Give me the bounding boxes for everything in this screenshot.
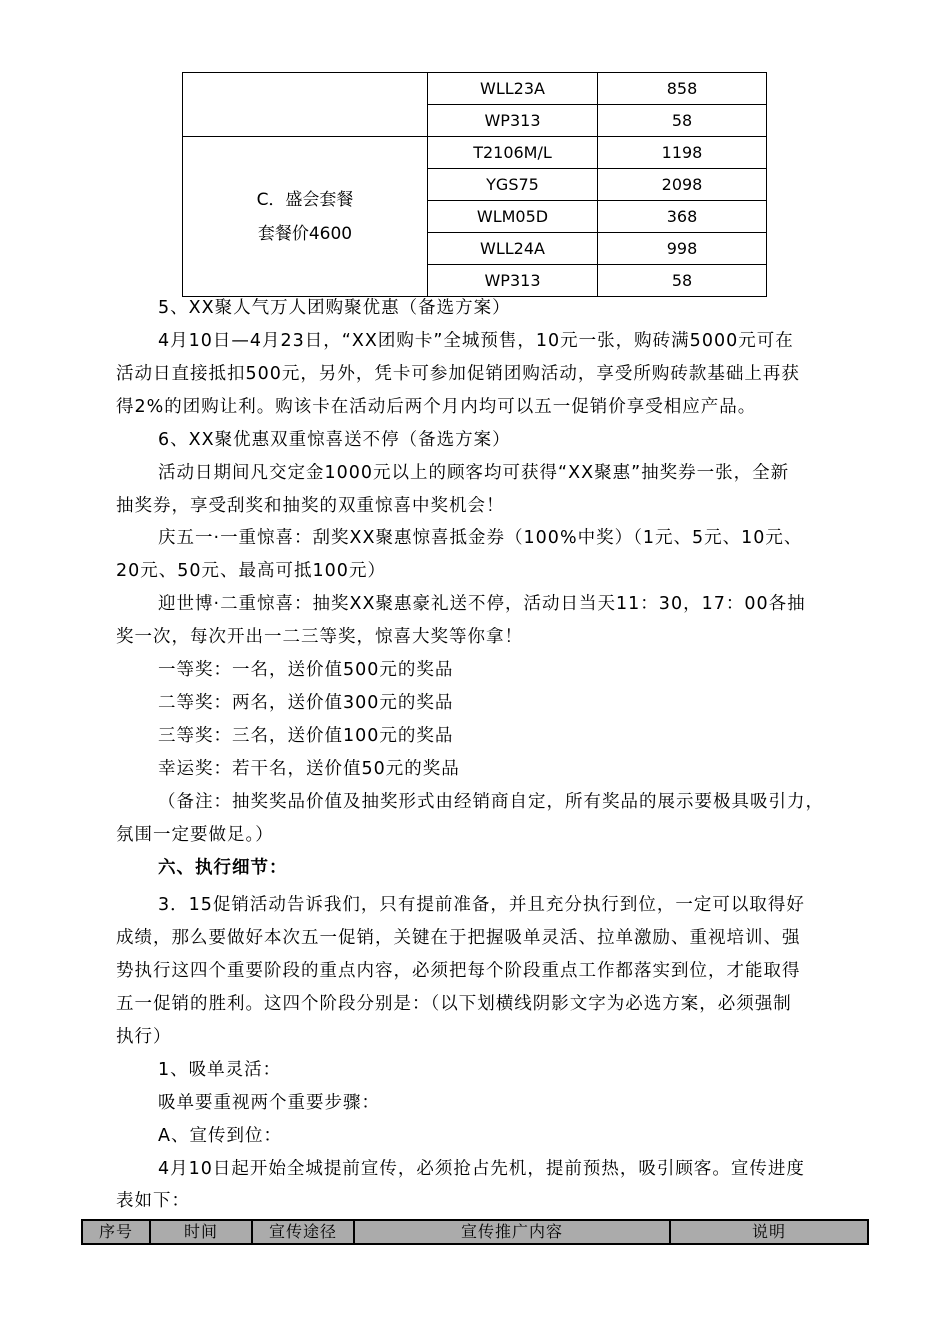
- price-cell: 2098: [598, 169, 767, 201]
- model-cell: YGS75: [428, 169, 598, 201]
- paragraph-line: 奖一次，每次开出一二三等奖，惊喜大奖等你拿！: [116, 627, 523, 647]
- paragraph-line: 五一促销的胜利。这四个阶段分别是：（以下划横线阴影文字为必选方案，必须强制: [116, 994, 792, 1014]
- prize-line: 三等奖：三名，送价值100元的奖品: [158, 726, 454, 746]
- paragraph-line: 活动日直接抵扣500元，另外，凭卡可参加促销团购活动，享受所购砖款基础上再获: [116, 364, 800, 384]
- paragraph-line: 抽奖券，享受刮奖和抽奖的双重惊喜中奖机会！: [116, 496, 505, 516]
- model-cell: T2106M/L: [428, 137, 598, 169]
- package-price: 套餐价4600: [257, 223, 353, 244]
- price-cell: 998: [598, 233, 767, 265]
- package-price-table: [182, 72, 767, 297]
- execution-details-heading: 六、执行细节：: [158, 858, 288, 878]
- paragraph-line: 势执行这四个重要阶段的重点内容，必须把每个阶段重点工作都落实到位，才能取得: [116, 961, 801, 981]
- package-cell-empty: [183, 73, 428, 137]
- paragraph-line: 20元、50元、最高可抵100元）: [116, 561, 386, 581]
- model-cell: WP313: [428, 105, 598, 137]
- paragraph-line: 3．15促销活动告诉我们，只有提前准备，并且充分执行到位，一定可以取得好: [158, 895, 805, 915]
- model-cell: WP313: [428, 265, 598, 297]
- section-6-heading: 6、XX聚优惠双重惊喜送不停（备选方案）: [158, 430, 511, 450]
- paragraph-line: 成绩，那么要做好本次五一促销，关键在于把握吸单灵活、拉单激励、重视培训、强: [116, 928, 801, 948]
- package-name: C．盛会套餐: [256, 189, 354, 210]
- prize-line: 一等奖：一名，送价值500元的奖品: [158, 660, 454, 680]
- promotion-schedule-table: [81, 1219, 869, 1245]
- price-cell: 368: [598, 201, 767, 233]
- header-cell-time: 时间: [150, 1220, 252, 1244]
- price-cell: 58: [598, 265, 767, 297]
- header-cell-content: 宣传推广内容: [354, 1220, 670, 1244]
- paragraph-line: 表如下：: [116, 1191, 190, 1211]
- price-cell: 58: [598, 105, 767, 137]
- package-c-cell: [183, 137, 428, 297]
- paragraph-line: 得2%的团购让利。购该卡在活动后两个月内均可以五一促销价享受相应产品。: [116, 397, 757, 417]
- note-line: （备注：抽奖奖品价值及抽奖形式由经销商自定，所有奖品的展示要极具吸引力，: [158, 792, 824, 812]
- note-line: 氛围一定要做足。）: [116, 825, 274, 845]
- model-cell: WLL23A: [428, 73, 598, 105]
- paragraph-line: 吸单要重视两个重要步骤：: [158, 1093, 380, 1113]
- header-cell-index: 序号: [82, 1220, 150, 1244]
- model-cell: WLM05D: [428, 201, 598, 233]
- header-cell-channel: 宣传途径: [252, 1220, 354, 1244]
- paragraph-line: 活动日期间凡交定金1000元以上的顾客均可获得“XX聚惠”抽奖券一张，全新: [158, 463, 790, 483]
- paragraph-line: 执行）: [116, 1027, 172, 1047]
- section-5-heading: 5、XX聚人气万人团购聚优惠（备选方案）: [158, 298, 511, 318]
- paragraph-line: 4月10日起开始全城提前宣传，必须抢占先机，提前预热，吸引顾客。宣传进度: [158, 1159, 805, 1179]
- price-cell: 1198: [598, 137, 767, 169]
- paragraph-line: 庆五一·一重惊喜：刮奖XX聚惠惊喜抵金券（100%中奖）（1元、5元、10元、: [158, 528, 803, 548]
- header-cell-notes: 说明: [670, 1220, 868, 1244]
- prize-line: 二等奖：两名，送价值300元的奖品: [158, 693, 454, 713]
- prize-line: 幸运奖：若干名，送价值50元的奖品: [158, 759, 460, 779]
- subsection-heading: A、宣传到位：: [158, 1126, 282, 1146]
- paragraph-line: 4月10日—4月23日，“XX团购卡”全城预售，10元一张，购砖满5000元可在: [158, 331, 794, 351]
- paragraph-line: 迎世博·二重惊喜：抽奖XX聚惠豪礼送不停，活动日当天11：30，17：00各抽: [158, 594, 806, 614]
- price-cell: 858: [598, 73, 767, 105]
- subsection-heading: 1、吸单灵活：: [158, 1060, 282, 1080]
- model-cell: WLL24A: [428, 233, 598, 265]
